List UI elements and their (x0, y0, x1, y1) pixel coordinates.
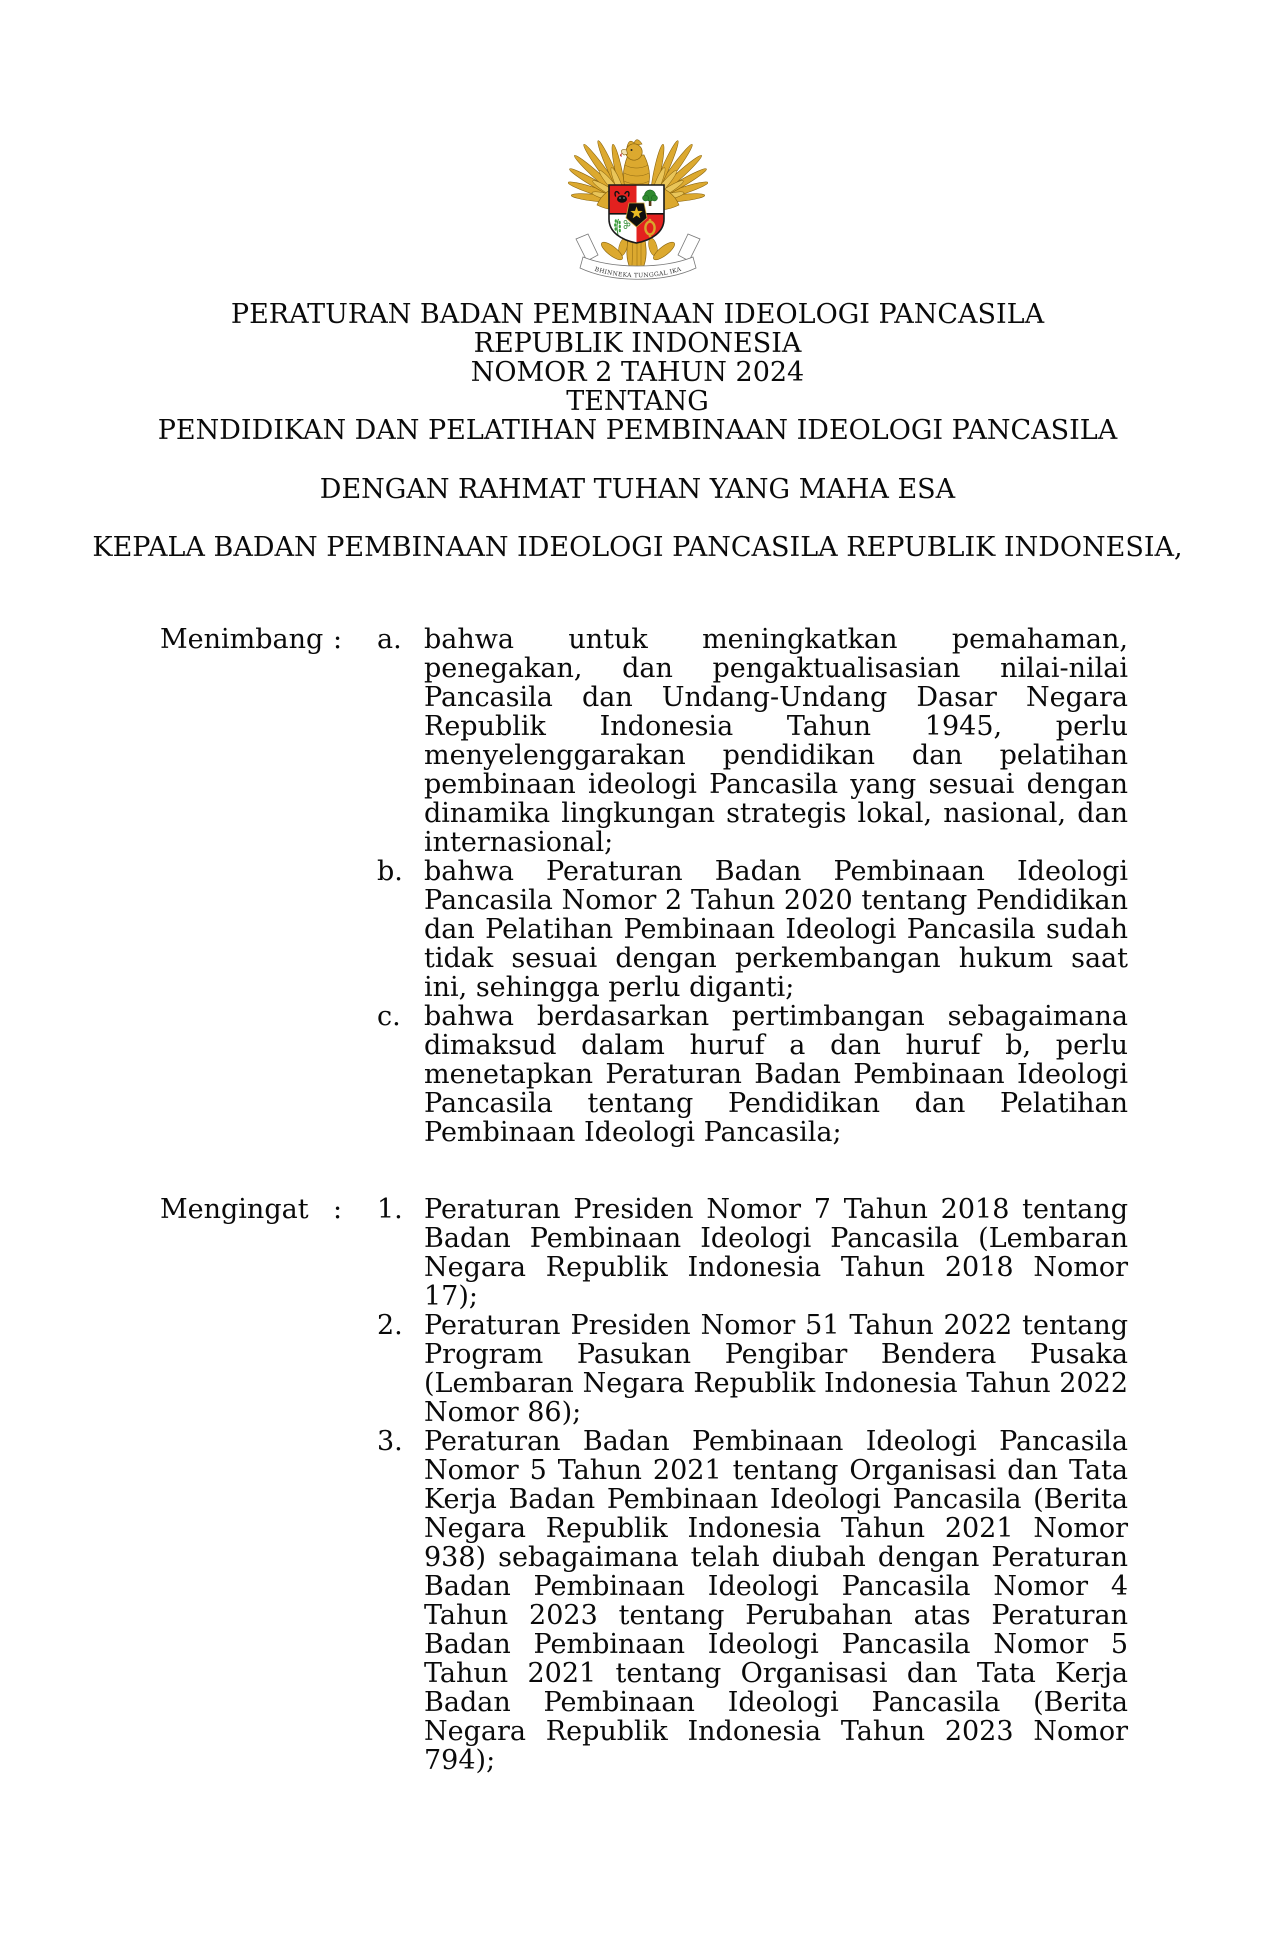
section-label: Menimbang (160, 624, 324, 655)
item-text: bahwa Peraturan Badan Pembinaan Ideologi Pancasila Nomor 2 Tahun 2020 tentang Pendidikan dan Pelatihan Pembinaan Ideologi Pancasila sudah tidak sesuai dengan perkembangan hukum saat ini, sehingga perlu diganti; (424, 856, 1128, 1003)
item-marker: 2. (377, 1310, 403, 1341)
section-colon: : (333, 1194, 343, 1225)
item-marker: b. (377, 856, 403, 887)
item-text: Peraturan Badan Pembinaan Ideologi Pancasila Nomor 5 Tahun 2021 tentang Organisasi dan Tata Kerja Badan Pembinaan Ideologi Pancasila (Berita Negara Republik Indonesia Tahun 2021 Nomor 938) sebagaimana telah diubah dengan Peraturan Badan Pembinaan Ideologi Pancasila Nomor 4 Tahun 2023 tentang Perubahan atas Peraturan Badan Pembinaan Ideologi Pancasila Nomor 5 Tahun 2021 tentang Organisasi dan Tata Kerja Badan Pembinaan Ideologi Pancasila (Berita Negara Republik Indonesia Tahun 2023 Nomor 794); (424, 1426, 1128, 1776)
section-items (377, 1195, 1128, 1775)
title-line-number: NOMOR 2 TAHUN 2024 (470, 357, 805, 388)
item-marker: a. (377, 624, 402, 655)
item-marker: 1. (377, 1194, 403, 1225)
garuda-pancasila-emblem-icon (568, 135, 708, 287)
document-title-block (0, 300, 1275, 445)
emblem-motto-text: BHINNEKA TUNGGAL IKA (593, 265, 682, 280)
enacting-official-line: KEPALA BADAN PEMBINAAN IDEOLOGI PANCASILA REPUBLIK INDONESIA, (92, 532, 1183, 563)
item-text: Peraturan Presiden Nomor 51 Tahun 2022 tentang Program Pasukan Pengibar Bendera Pusaka (Lembaran Negara Republik Indonesia Tahun 2022 Nomor 86); (424, 1310, 1128, 1428)
title-line-country: REPUBLIK INDONESIA (473, 328, 802, 359)
section-menimbang (160, 625, 1128, 1147)
section-items (377, 625, 1128, 1147)
section-mengingat (160, 1195, 1128, 1775)
consideration-item-a (377, 625, 1128, 857)
consideration-item-c (377, 1002, 1128, 1147)
title-line-issuer: PERATURAN BADAN PEMBINAAN IDEOLOGI PANCASILA (230, 299, 1045, 330)
legal-basis-item-1 (377, 1195, 1128, 1311)
emblem-container (568, 0, 708, 287)
item-text: bahwa berdasarkan pertimbangan sebagaimana dimaksud dalam huruf a dan huruf b, perlu menetapkan Peraturan Badan Pembinaan Ideologi Pancasila tentang Pendidikan dan Pelatihan Pembinaan Ideologi Pancasila; (424, 1001, 1128, 1148)
item-marker: 3. (377, 1426, 403, 1457)
legal-basis-item-3 (377, 1427, 1128, 1775)
section-colon: : (333, 624, 343, 655)
item-marker: c. (377, 1001, 401, 1032)
item-text: bahwa untuk meningkatkan pemahaman, penegakan, dan pengaktualisasian nilai-nilai Pancasila dan Undang-Undang Dasar Negara Republik Indonesia Tahun 1945, perlu menyelenggarakan pendidikan dan pelatihan pembinaan ideologi Pancasila yang sesuai dengan dinamika lingkungan strategis lokal, nasional, dan internasional; (424, 624, 1128, 858)
invocation-line: DENGAN RAHMAT TUHAN YANG MAHA ESA (319, 474, 956, 505)
title-line-subject: PENDIDIKAN DAN PELATIHAN PEMBINAAN IDEOLOGI PANCASILA (157, 415, 1118, 446)
title-line-tentang: TENTANG (566, 386, 709, 417)
item-text: Peraturan Presiden Nomor 7 Tahun 2018 tentang Badan Pembinaan Ideologi Pancasila (Lembaran Negara Republik Indonesia Tahun 2018 Nomor 17); (424, 1194, 1128, 1312)
legal-basis-item-2 (377, 1311, 1128, 1427)
consideration-item-b (377, 857, 1128, 1002)
section-label: Mengingat (160, 1194, 309, 1225)
